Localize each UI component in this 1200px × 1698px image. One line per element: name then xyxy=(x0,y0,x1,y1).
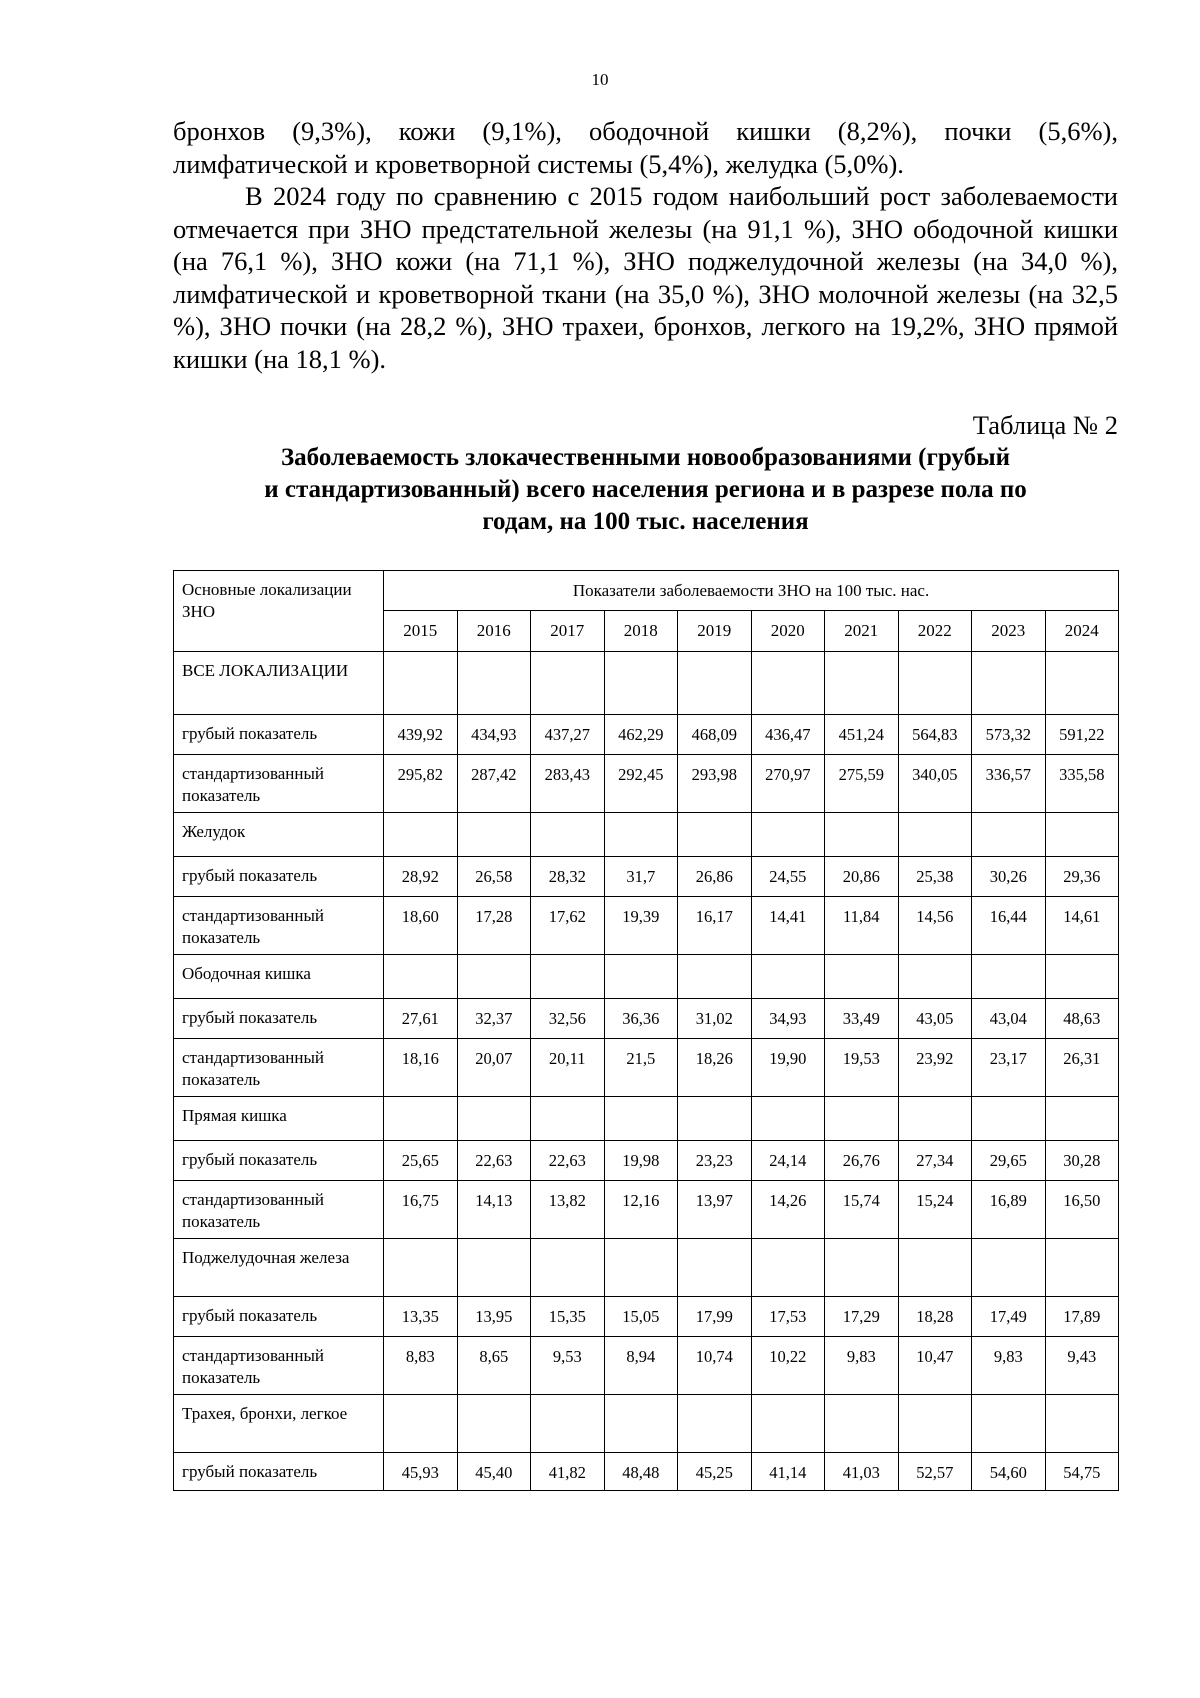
value-cell: 26,76 xyxy=(825,1141,899,1181)
table-row xyxy=(174,1141,1119,1181)
table-label: Таблица № 2 xyxy=(972,410,1118,440)
value-cell: 41,03 xyxy=(825,1453,899,1491)
table-row xyxy=(174,755,1119,813)
value-cell xyxy=(1045,1097,1119,1141)
row-label: ВСЕ ЛОКАЛИЗАЦИИ xyxy=(174,652,384,715)
value-cell: 19,53 xyxy=(825,1039,899,1097)
value-cell: 434,93 xyxy=(457,715,531,755)
value-cell xyxy=(384,1395,458,1453)
value-cell: 295,82 xyxy=(384,755,458,813)
value-cell: 15,74 xyxy=(825,1181,899,1239)
value-cell xyxy=(751,1395,825,1453)
value-cell xyxy=(1045,813,1119,857)
table-title xyxy=(173,442,1118,538)
value-cell: 28,32 xyxy=(531,857,605,897)
value-cell xyxy=(678,1097,752,1141)
row-label: Трахея, бронхи, легкое xyxy=(174,1395,384,1453)
row-label: стандартизованный показатель xyxy=(174,1181,384,1239)
value-cell: 24,14 xyxy=(751,1141,825,1181)
table-row xyxy=(174,1039,1119,1097)
value-cell: 17,62 xyxy=(531,897,605,955)
row-label: Желудок xyxy=(174,813,384,857)
value-cell xyxy=(898,1097,972,1141)
value-cell xyxy=(604,813,678,857)
value-cell xyxy=(604,955,678,999)
value-cell: 17,28 xyxy=(457,897,531,955)
table-title-line: и стандартизованный) всего населения региона и в разрезе пола по xyxy=(264,476,1027,503)
value-cell: 18,16 xyxy=(384,1039,458,1097)
value-cell xyxy=(751,813,825,857)
value-cell xyxy=(678,1395,752,1453)
value-cell: 18,60 xyxy=(384,897,458,955)
value-cell xyxy=(384,955,458,999)
row-label: грубый показатель xyxy=(174,999,384,1039)
incidence-table xyxy=(173,570,1119,1491)
value-cell: 18,26 xyxy=(678,1039,752,1097)
value-cell xyxy=(898,955,972,999)
value-cell xyxy=(1045,1395,1119,1453)
value-cell xyxy=(972,955,1046,999)
value-cell: 573,32 xyxy=(972,715,1046,755)
value-cell xyxy=(604,652,678,715)
row-label: стандартизованный показатель xyxy=(174,1039,384,1097)
value-cell: 462,29 xyxy=(604,715,678,755)
value-cell: 20,86 xyxy=(825,857,899,897)
value-cell: 14,61 xyxy=(1045,897,1119,955)
value-cell: 16,17 xyxy=(678,897,752,955)
value-cell: 45,25 xyxy=(678,1453,752,1491)
value-cell xyxy=(457,955,531,999)
row-label: стандартизованный показатель xyxy=(174,897,384,955)
value-cell: 25,38 xyxy=(898,857,972,897)
value-cell xyxy=(972,1239,1046,1297)
value-cell: 43,04 xyxy=(972,999,1046,1039)
value-cell: 14,26 xyxy=(751,1181,825,1239)
value-cell: 335,58 xyxy=(1045,755,1119,813)
value-cell: 287,42 xyxy=(457,755,531,813)
value-cell xyxy=(457,1097,531,1141)
value-cell: 32,56 xyxy=(531,999,605,1039)
value-cell: 17,89 xyxy=(1045,1297,1119,1337)
year-header-cell: 2022 xyxy=(898,611,972,652)
value-cell: 19,98 xyxy=(604,1141,678,1181)
value-cell xyxy=(825,1395,899,1453)
value-cell xyxy=(604,1097,678,1141)
row-label: Прямая кишка xyxy=(174,1097,384,1141)
value-cell: 10,47 xyxy=(898,1337,972,1395)
value-cell: 13,35 xyxy=(384,1297,458,1337)
value-cell: 13,82 xyxy=(531,1181,605,1239)
value-cell: 8,83 xyxy=(384,1337,458,1395)
row-label: стандартизованный показатель xyxy=(174,755,384,813)
value-cell xyxy=(531,1239,605,1297)
value-cell: 29,36 xyxy=(1045,857,1119,897)
value-cell: 52,57 xyxy=(898,1453,972,1491)
value-cell: 17,99 xyxy=(678,1297,752,1337)
value-cell xyxy=(972,652,1046,715)
value-cell: 27,61 xyxy=(384,999,458,1039)
value-cell: 25,65 xyxy=(384,1141,458,1181)
value-cell xyxy=(898,652,972,715)
value-cell: 293,98 xyxy=(678,755,752,813)
value-cell: 9,83 xyxy=(825,1337,899,1395)
year-header-cell: 2019 xyxy=(678,611,752,652)
value-cell: 10,22 xyxy=(751,1337,825,1395)
value-cell: 30,26 xyxy=(972,857,1046,897)
page-number: 10 xyxy=(591,70,609,89)
table-row xyxy=(174,999,1119,1039)
year-header-cell: 2024 xyxy=(1045,611,1119,652)
table-row xyxy=(174,813,1119,857)
value-cell: 21,5 xyxy=(604,1039,678,1097)
paragraph-2: В 2024 году по сравнению с 2015 годом наибольший рост заболеваемости отмечается при ЗНО предстательной железы (на 91,1 %), ЗНО ободочной кишки (на 76,1 %), ЗНО кожи (на 71,1 %), ЗНО поджелудочной железы (на 34,0 %), лимфатической и кроветворной ткани (на 35,0 %), ЗНО молочной железы (на 32,5 %), ЗНО почки (на 28,2 %), ЗНО трахеи, бронхов, легкого на 19,2%, ЗНО прямой кишки (на 18,1 %). xyxy=(173,181,1118,374)
table-row xyxy=(174,652,1119,715)
value-cell xyxy=(457,1239,531,1297)
table-header-row xyxy=(174,571,1119,611)
value-cell: 283,43 xyxy=(531,755,605,813)
value-cell xyxy=(751,652,825,715)
value-cell xyxy=(678,955,752,999)
table-row xyxy=(174,1395,1119,1453)
value-cell: 43,05 xyxy=(898,999,972,1039)
value-cell: 23,92 xyxy=(898,1039,972,1097)
value-cell xyxy=(972,1395,1046,1453)
value-cell xyxy=(751,1097,825,1141)
value-cell xyxy=(825,1097,899,1141)
value-cell: 31,02 xyxy=(678,999,752,1039)
value-cell xyxy=(384,1239,458,1297)
row-label: грубый показатель xyxy=(174,715,384,755)
value-cell xyxy=(384,1097,458,1141)
value-cell: 19,39 xyxy=(604,897,678,955)
value-cell xyxy=(825,955,899,999)
value-cell xyxy=(531,652,605,715)
value-cell: 41,82 xyxy=(531,1453,605,1491)
value-cell xyxy=(384,813,458,857)
year-header-cell: 2018 xyxy=(604,611,678,652)
table-row xyxy=(174,1239,1119,1297)
value-cell xyxy=(678,652,752,715)
value-cell: 54,75 xyxy=(1045,1453,1119,1491)
value-cell: 34,93 xyxy=(751,999,825,1039)
value-cell: 437,27 xyxy=(531,715,605,755)
value-cell xyxy=(751,955,825,999)
value-cell: 48,48 xyxy=(604,1453,678,1491)
value-cell: 15,24 xyxy=(898,1181,972,1239)
value-cell: 436,47 xyxy=(751,715,825,755)
year-header-cell: 2017 xyxy=(531,611,605,652)
value-cell: 22,63 xyxy=(457,1141,531,1181)
value-cell xyxy=(1045,1239,1119,1297)
value-cell xyxy=(898,1395,972,1453)
year-header-cell: 2021 xyxy=(825,611,899,652)
value-cell: 36,36 xyxy=(604,999,678,1039)
row-label: грубый показатель xyxy=(174,1141,384,1181)
paragraph-1: бронхов (9,3%), кожи (9,1%), ободочной кишки (8,2%), почки (5,6%), лимфатической и кроветворной системы (5,4%), желудка (5,0%). xyxy=(173,116,1118,179)
table-title-line: годам, на 100 тыс. населения xyxy=(482,508,809,535)
value-cell: 336,57 xyxy=(972,755,1046,813)
value-cell: 275,59 xyxy=(825,755,899,813)
value-cell: 45,40 xyxy=(457,1453,531,1491)
value-cell: 45,93 xyxy=(384,1453,458,1491)
value-cell: 18,28 xyxy=(898,1297,972,1337)
value-cell: 16,44 xyxy=(972,897,1046,955)
row-label: Ободочная кишка xyxy=(174,955,384,999)
row-label: грубый показатель xyxy=(174,857,384,897)
year-header-cell: 2020 xyxy=(751,611,825,652)
value-cell: 24,55 xyxy=(751,857,825,897)
value-cell: 17,29 xyxy=(825,1297,899,1337)
value-cell: 48,63 xyxy=(1045,999,1119,1039)
value-cell xyxy=(457,813,531,857)
value-cell xyxy=(531,955,605,999)
indicators-header: Показатели заболеваемости ЗНО на 100 тыс. нас. xyxy=(384,571,1119,611)
value-cell: 11,84 xyxy=(825,897,899,955)
value-cell xyxy=(825,1239,899,1297)
value-cell: 54,60 xyxy=(972,1453,1046,1491)
value-cell: 31,7 xyxy=(604,857,678,897)
value-cell: 33,49 xyxy=(825,999,899,1039)
value-cell: 13,95 xyxy=(457,1297,531,1337)
row-label: стандартизованный показатель xyxy=(174,1337,384,1395)
value-cell xyxy=(1045,955,1119,999)
value-cell: 28,92 xyxy=(384,857,458,897)
value-cell xyxy=(678,813,752,857)
value-cell xyxy=(604,1395,678,1453)
table-title-line: Заболеваемость злокачественными новообразованиями (грубый xyxy=(280,444,1011,471)
year-header-cell: 2023 xyxy=(972,611,1046,652)
value-cell: 10,74 xyxy=(678,1337,752,1395)
value-cell: 14,41 xyxy=(751,897,825,955)
value-cell: 451,24 xyxy=(825,715,899,755)
value-cell: 340,05 xyxy=(898,755,972,813)
table-row xyxy=(174,1097,1119,1141)
value-cell xyxy=(531,1395,605,1453)
row-label: грубый показатель xyxy=(174,1453,384,1491)
value-cell: 16,75 xyxy=(384,1181,458,1239)
value-cell xyxy=(972,1097,1046,1141)
value-cell: 468,09 xyxy=(678,715,752,755)
value-cell: 22,63 xyxy=(531,1141,605,1181)
value-cell xyxy=(825,813,899,857)
value-cell: 14,13 xyxy=(457,1181,531,1239)
value-cell: 26,86 xyxy=(678,857,752,897)
value-cell: 15,05 xyxy=(604,1297,678,1337)
localization-header: Основные локализации ЗНО xyxy=(174,571,384,652)
value-cell: 17,49 xyxy=(972,1297,1046,1337)
value-cell: 9,53 xyxy=(531,1337,605,1395)
value-cell: 23,17 xyxy=(972,1039,1046,1097)
table-body xyxy=(174,571,1119,1491)
value-cell: 591,22 xyxy=(1045,715,1119,755)
value-cell: 16,89 xyxy=(972,1181,1046,1239)
value-cell: 9,43 xyxy=(1045,1337,1119,1395)
value-cell xyxy=(457,1395,531,1453)
row-label: Поджелудочная железа xyxy=(174,1239,384,1297)
value-cell: 12,16 xyxy=(604,1181,678,1239)
value-cell: 41,14 xyxy=(751,1453,825,1491)
value-cell xyxy=(604,1239,678,1297)
value-cell: 17,53 xyxy=(751,1297,825,1337)
value-cell: 26,58 xyxy=(457,857,531,897)
value-cell xyxy=(384,652,458,715)
value-cell: 439,92 xyxy=(384,715,458,755)
table-row xyxy=(174,857,1119,897)
table-row xyxy=(174,1181,1119,1239)
value-cell xyxy=(457,652,531,715)
value-cell: 20,07 xyxy=(457,1039,531,1097)
value-cell: 27,34 xyxy=(898,1141,972,1181)
value-cell: 292,45 xyxy=(604,755,678,813)
value-cell xyxy=(898,1239,972,1297)
value-cell: 23,23 xyxy=(678,1141,752,1181)
value-cell: 26,31 xyxy=(1045,1039,1119,1097)
year-header-cell: 2016 xyxy=(457,611,531,652)
value-cell: 564,83 xyxy=(898,715,972,755)
value-cell: 15,35 xyxy=(531,1297,605,1337)
value-cell: 270,97 xyxy=(751,755,825,813)
value-cell: 16,50 xyxy=(1045,1181,1119,1239)
value-cell: 20,11 xyxy=(531,1039,605,1097)
value-cell: 9,83 xyxy=(972,1337,1046,1395)
value-cell xyxy=(972,813,1046,857)
row-label: грубый показатель xyxy=(174,1297,384,1337)
value-cell: 14,56 xyxy=(898,897,972,955)
value-cell xyxy=(678,1239,752,1297)
table-row xyxy=(174,897,1119,955)
value-cell xyxy=(825,652,899,715)
table-row xyxy=(174,1297,1119,1337)
value-cell xyxy=(751,1239,825,1297)
value-cell: 8,65 xyxy=(457,1337,531,1395)
table-row xyxy=(174,1453,1119,1491)
value-cell xyxy=(1045,652,1119,715)
value-cell: 19,90 xyxy=(751,1039,825,1097)
value-cell: 8,94 xyxy=(604,1337,678,1395)
year-header-cell: 2015 xyxy=(384,611,458,652)
value-cell: 32,37 xyxy=(457,999,531,1039)
value-cell: 13,97 xyxy=(678,1181,752,1239)
table-row xyxy=(174,955,1119,999)
table-row xyxy=(174,715,1119,755)
value-cell xyxy=(531,813,605,857)
value-cell: 30,28 xyxy=(1045,1141,1119,1181)
value-cell xyxy=(898,813,972,857)
value-cell xyxy=(531,1097,605,1141)
value-cell: 29,65 xyxy=(972,1141,1046,1181)
table-row xyxy=(174,1337,1119,1395)
